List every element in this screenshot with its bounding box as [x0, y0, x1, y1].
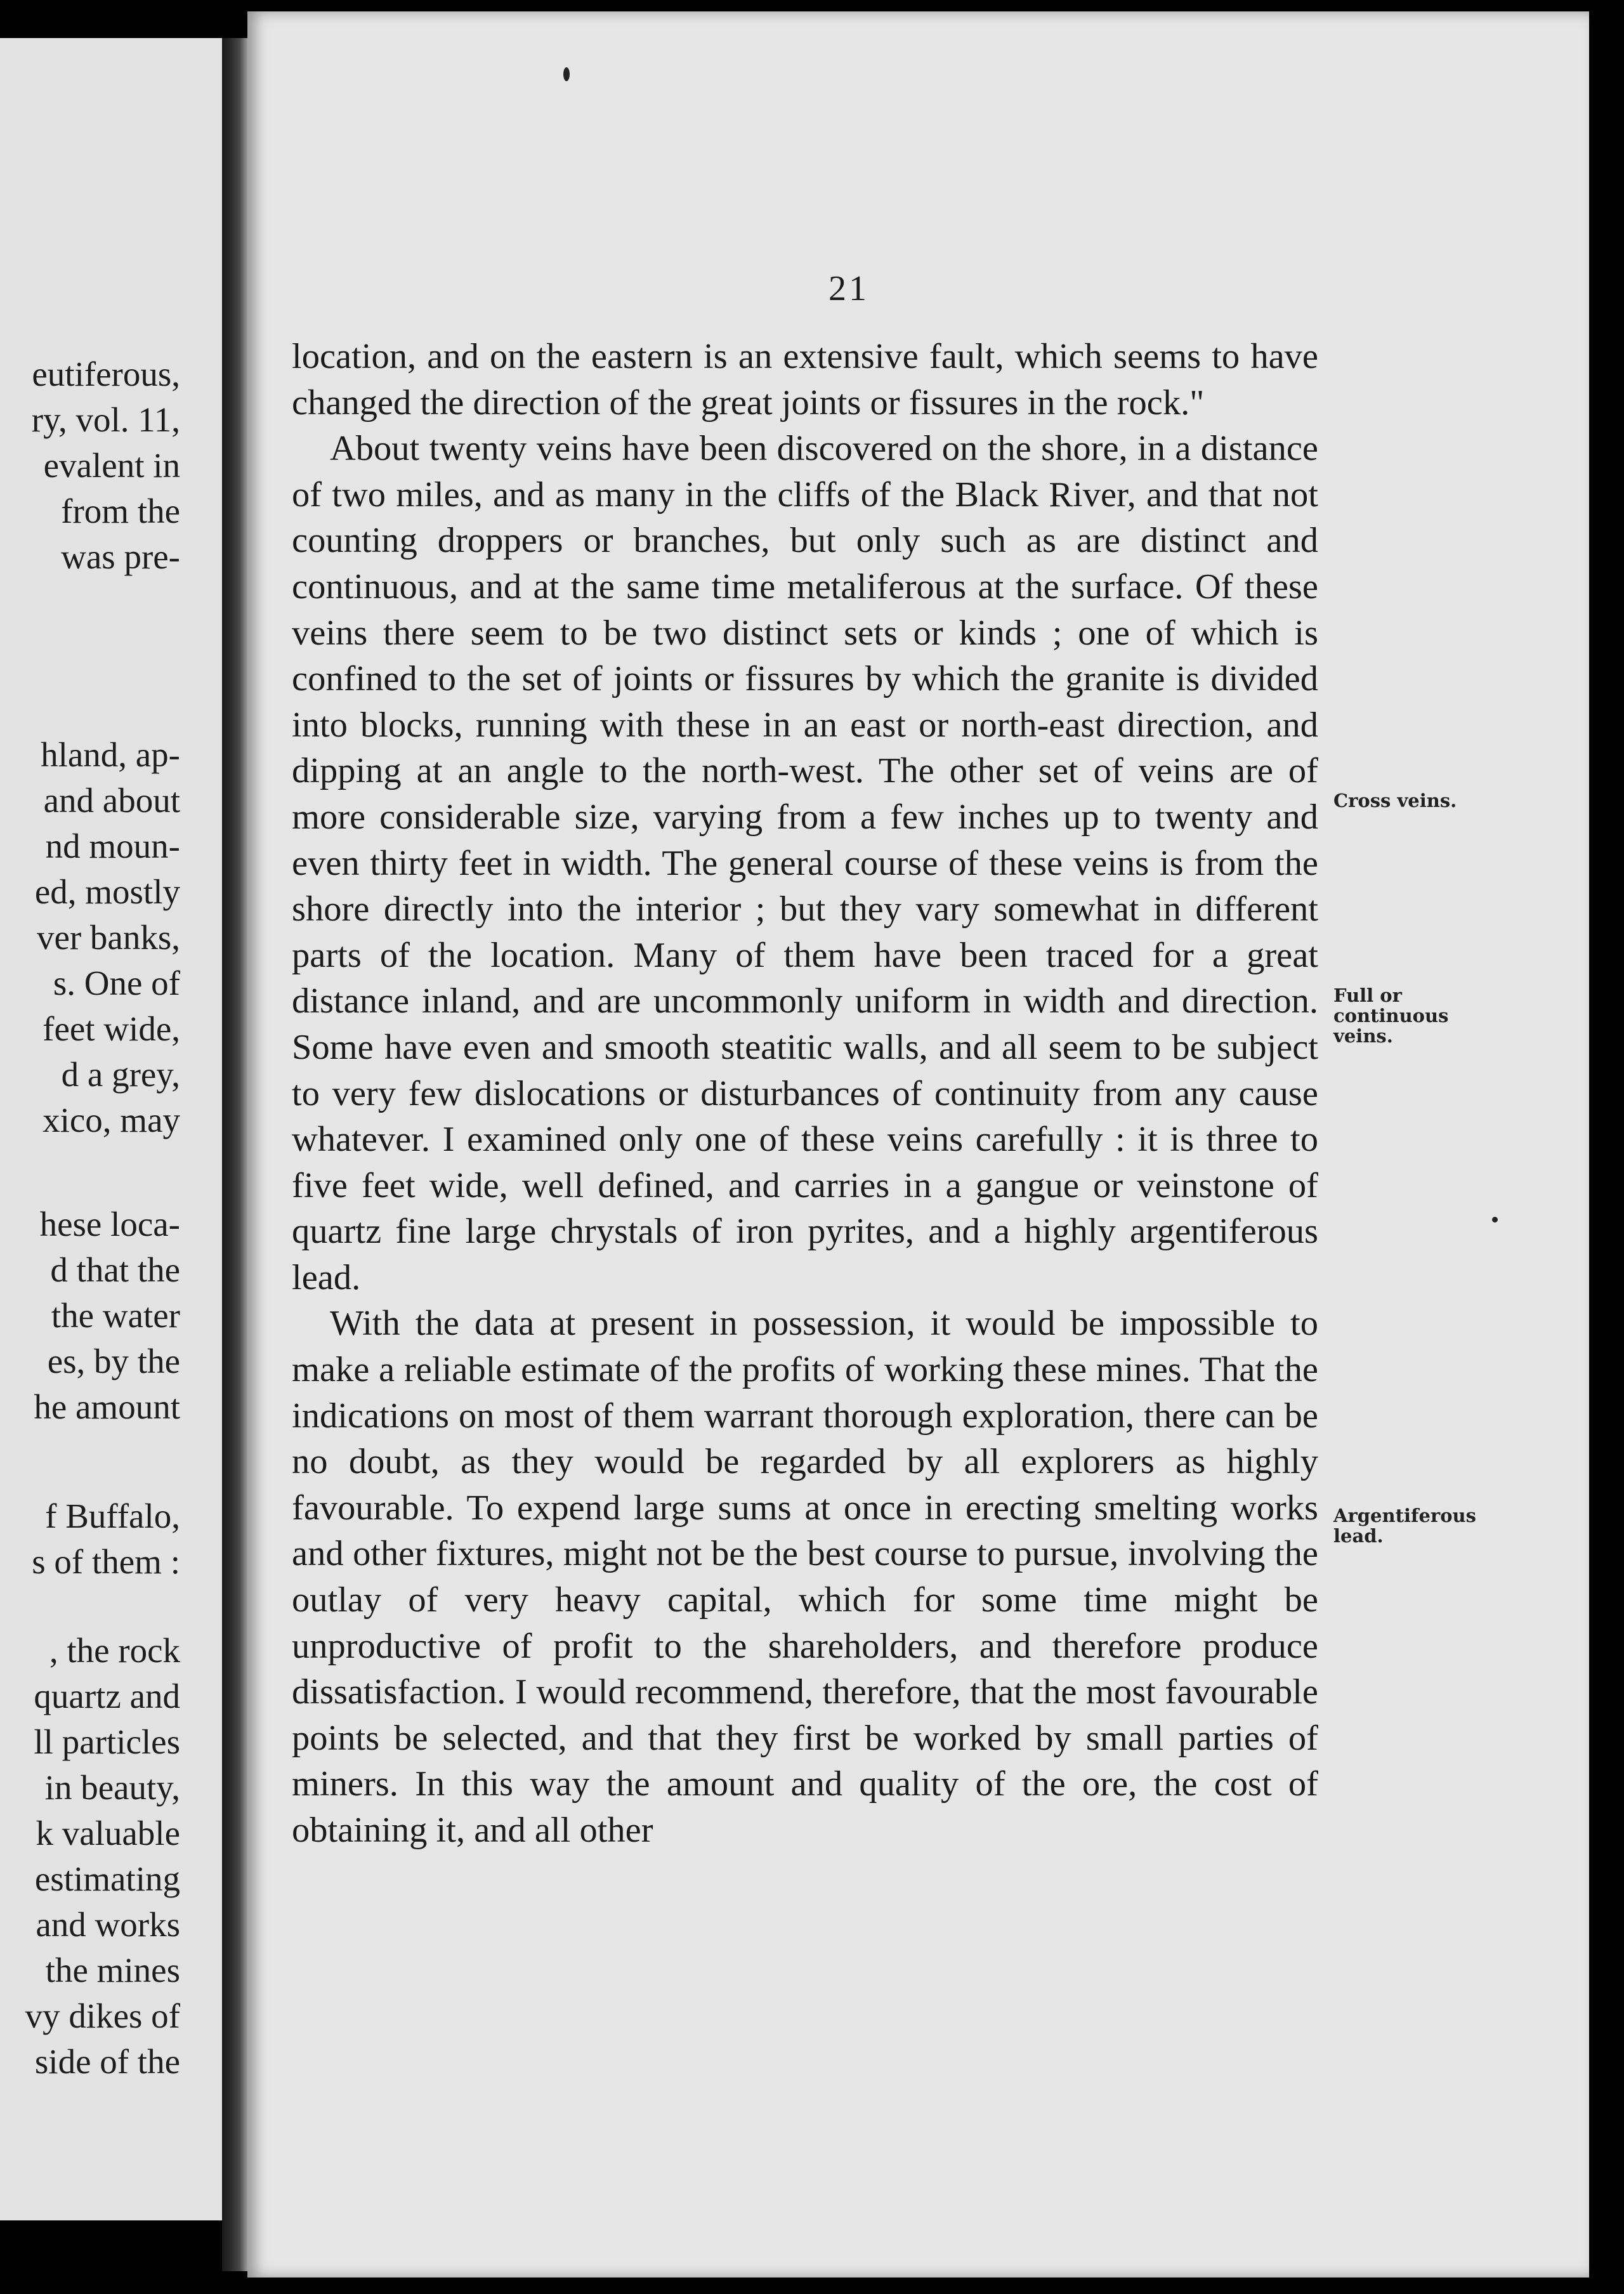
text-fragment: the mines	[45, 1951, 180, 1989]
margin-note-cross-veins: Cross veins.	[1333, 790, 1457, 811]
book-gutter	[222, 38, 247, 2271]
ink-speck	[1492, 1217, 1498, 1222]
text-fragment: eutiferous,	[32, 355, 180, 393]
text-fragment: was pre-	[61, 537, 180, 576]
text-fragment: in beauty,	[44, 1768, 180, 1807]
text-fragment: he amount	[34, 1387, 180, 1426]
text-fragment: s of them :	[32, 1542, 180, 1581]
ink-speck	[563, 67, 570, 81]
text-fragment: , the rock	[49, 1631, 180, 1670]
text-fragment: d a grey,	[61, 1055, 180, 1094]
text-fragment: es, by the	[47, 1342, 180, 1380]
text-fragment: evalent in	[43, 446, 180, 485]
text-fragment: from the	[61, 492, 180, 530]
text-fragment: ed, mostly	[34, 872, 180, 911]
text-fragment: hese loca-	[39, 1205, 180, 1243]
paragraph: location, and on the eastern is an extensive fault, which seems to have changed the direction of the great joints or fissures in the rock."	[292, 337, 1318, 423]
text-fragment: xico, may	[43, 1101, 180, 1139]
text-fragment: vy dikes of	[25, 1996, 180, 2035]
text-fragment: f Buffalo,	[45, 1497, 180, 1535]
text-fragment: feet wide,	[43, 1009, 180, 1048]
corner-mark: l	[1562, 2208, 1575, 2257]
paragraph: With the data at present in possession, it would be impossible to make a reliable estimate of the profits of working these mines. That the indications on most of them warrant thorough exploration, there can be no doubt, as they would be regarded by all explorers as highly favourable. To expend large sums at once in erecting smelting works and other fixtures, might not be the best course to pursue, involving the outlay of very heavy capital, which for some time might be unproductive of profit to the shareholders, and therefore produce dissatisfaction. I would recommend, therefore, that the most favourable points be selected, and that they first be worked by small parties of miners. In this way the amount and quality of the ore, the cost of obtaining it, and all other	[292, 1304, 1318, 1850]
text-fragment: quartz and	[34, 1677, 180, 1715]
text-fragment: s. One of	[53, 964, 180, 1002]
text-fragment: ll particles	[34, 1722, 180, 1761]
margin-note-full-veins: Full or continuous veins.	[1333, 985, 1449, 1047]
text-fragment: ver banks,	[36, 918, 180, 957]
text-fragment: nd moun-	[45, 827, 180, 865]
page-number: 21	[828, 269, 869, 308]
text-fragment: and works	[36, 1905, 180, 1944]
text-fragment: the water	[51, 1296, 180, 1335]
book-page	[247, 11, 1589, 2278]
page-body	[292, 334, 1318, 1854]
text-fragment: ry, vol. 11,	[31, 400, 180, 439]
text-fragment: hland, ap-	[41, 735, 180, 774]
margin-note-argentiferous-lead: Argentiferous lead.	[1333, 1505, 1476, 1547]
text-fragment: k valuable	[36, 1814, 180, 1852]
text-fragment: d that the	[50, 1250, 180, 1289]
text-fragment: side of the	[34, 2042, 180, 2081]
previous-page	[0, 38, 222, 2220]
text-fragment: and about	[43, 781, 180, 820]
text-fragment: estimating	[34, 1859, 180, 1898]
paragraph: About twenty veins have been discovered on the shore, in a distance of two miles, and as many in the cliffs of the Black River, and that not counting droppers or branches, but only such as are distinct and continuous, and at the same time metaliferous at the surface. Of these veins there seem to be two distinct sets or kinds ; one of which is confined to the set of joints or fissures by which the granite is divided into blocks, running with these in an east or north-east direction, and dipping at an angle to the north-west. The other set of veins are of more considerable size, varying from a few inches up to twenty and even thirty feet in width. The general course of these veins is from the shore directly into the interior ; but they vary somewhat in different parts of the location. Many of them have been traced for a great distance inland, and are uncommonly uniform in width and direction. Some have even and smooth steatitic walls, and all seem to be subject to very few dislocations or disturbances of continuity from any cause whatever. I examined only one of these veins carefully : it is three to five feet wide, well defined, and carries in a gangue or veinstone of quartz fine large chrystals of iron pyrites, and a highly argentiferous lead.	[292, 429, 1318, 1297]
